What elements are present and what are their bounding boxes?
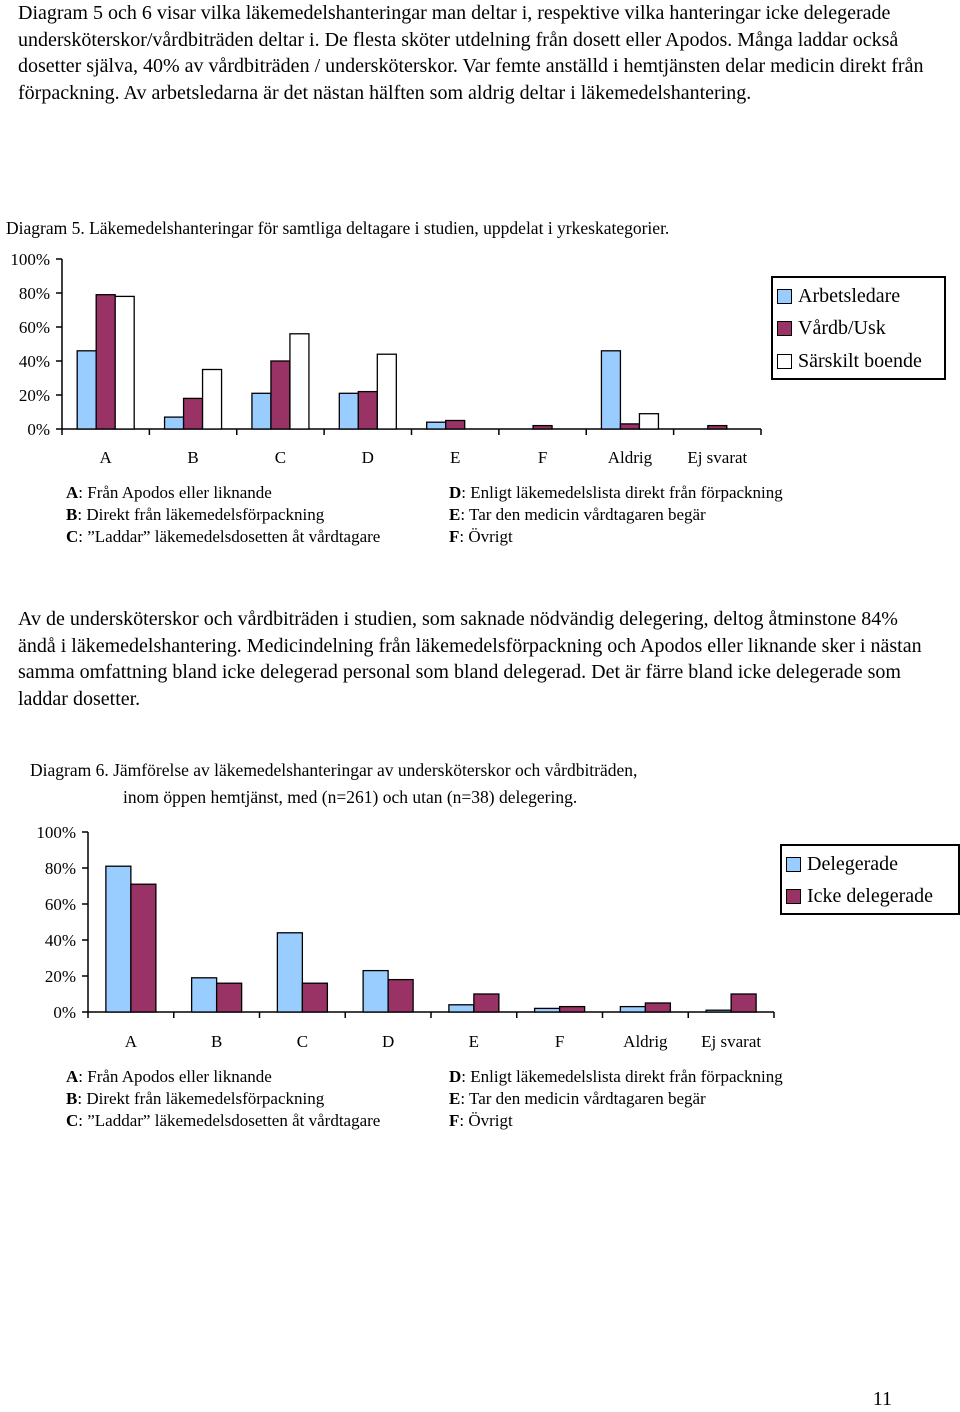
bar-v-rdb-usk-b xyxy=(184,398,203,429)
x-tick-label: Ej svarat xyxy=(687,448,748,467)
bar-arbetsledare-d xyxy=(339,393,358,429)
bar-icke-delegerade-d xyxy=(388,980,413,1012)
bar-v-rdb-usk-d xyxy=(358,392,377,429)
bar-v-rdb-usk-e xyxy=(446,421,465,430)
legend-label: Delegerade xyxy=(807,852,899,875)
legend-item-delegerade xyxy=(786,848,954,881)
legend-label: Vårdb/Usk xyxy=(798,317,886,340)
key-b xyxy=(66,504,380,526)
y-tick-label: 60% xyxy=(44,895,76,914)
key-f xyxy=(449,526,783,548)
y-tick-label: 0% xyxy=(27,420,50,439)
key-letter: B xyxy=(66,1089,78,1108)
bar-delegerade-aldrig xyxy=(620,1007,645,1012)
y-tick-label: 40% xyxy=(18,352,50,371)
diagram6-legend xyxy=(780,844,960,915)
key-letter: A xyxy=(66,483,79,502)
bar-delegerade-d xyxy=(363,971,388,1012)
x-tick-label: Aldrig xyxy=(607,448,653,467)
key-letter: E xyxy=(449,505,461,524)
bar-delegerade-ej-svarat xyxy=(706,1010,731,1012)
bar-s-rskilt-boende-b xyxy=(203,370,222,430)
bar-v-rdb-usk-ej-svarat xyxy=(708,426,727,429)
legend-item-icke-delegerade xyxy=(786,881,954,914)
key-text: : Från Apodos eller liknande xyxy=(78,483,272,502)
diagram5-keys-right xyxy=(449,482,783,548)
legend-label: Arbetsledare xyxy=(798,284,901,307)
legend-swatch xyxy=(786,857,801,872)
key-d xyxy=(449,482,783,504)
x-tick-label: D xyxy=(361,448,374,467)
y-tick-label: 80% xyxy=(44,859,76,878)
legend-item-vardb-usk xyxy=(777,313,940,346)
key-a xyxy=(66,1066,380,1088)
bar-s-rskilt-boende-a xyxy=(115,296,134,429)
bar-v-rdb-usk-c xyxy=(271,361,290,429)
bar-v-rdb-usk-f xyxy=(533,426,552,429)
x-tick-label: Aldrig xyxy=(623,1032,668,1051)
key-a xyxy=(66,482,380,504)
legend-label: Icke delegerade xyxy=(807,885,934,908)
middle-paragraph: Av de undersköterskor och vårdbiträden i studien, som saknade nödvändig delegering, deltog åtminstone 84% ändå i läkemedelshantering. Medicindelning från läkemedelsförpackning och Apodos eller liknande sker i nästan samma omfattning bland icke delegerad personal som bland delegerad. Det är färre bland icke delegerade som laddar dosetter. xyxy=(18,608,922,710)
key-text: : Övrigt xyxy=(459,527,513,546)
bar-s-rskilt-boende-c xyxy=(290,334,309,429)
key-text: : Tar den medicin vårdtagaren begär xyxy=(460,505,706,524)
bar-s-rskilt-boende-d xyxy=(377,354,396,429)
bar-delegerade-e xyxy=(449,1005,474,1012)
y-tick-label: 20% xyxy=(18,386,50,405)
key-e xyxy=(449,504,783,526)
diagram5-caption: Diagram 5. Läkemedelshanteringar för samtliga deltagare i studien, uppdelat i yrkeskategorier. xyxy=(6,218,670,238)
bar-v-rdb-usk-aldrig xyxy=(620,424,639,429)
key-d xyxy=(449,1066,783,1088)
intro-paragraph: Diagram 5 och 6 visar vilka läkemedelshanteringar man deltar i, respektive vilka hanteringar icke delegerade undersköterskor/vårdbiträden deltar i. De flesta sköter utdelning från dosett eller Apodos. Många laddar också dosetter själva, 40% av vårdbiträden / undersköterskor. Var femte anställd i hemtjänsten delar medicin direkt från förpackning. Av arbetsledarna är det nästan hälften som aldrig deltar i läkemedelshantering. xyxy=(18,2,924,104)
x-tick-label: B xyxy=(210,1032,223,1051)
legend-item-sarskilt-boende xyxy=(777,345,940,378)
bar-icke-delegerade-aldrig xyxy=(645,1003,670,1012)
bar-arbetsledare-e xyxy=(427,422,446,429)
x-tick-label: A xyxy=(124,1032,138,1051)
legend-swatch xyxy=(777,354,792,369)
diagram6-chart xyxy=(0,812,790,1062)
bar-delegerade-a xyxy=(106,866,131,1012)
bar-delegerade-f xyxy=(535,1008,560,1012)
x-tick-label: E xyxy=(449,448,461,467)
key-text: : Direkt från läkemedelsförpackning xyxy=(77,505,325,524)
y-tick-label: 100% xyxy=(36,823,76,842)
legend-swatch xyxy=(777,321,792,336)
key-text: : Enligt läkemedelslista direkt från förpackning xyxy=(461,1067,783,1086)
y-tick-label: 80% xyxy=(18,284,50,303)
bar-icke-delegerade-c xyxy=(302,983,327,1012)
x-tick-label: F xyxy=(554,1032,565,1051)
y-tick-label: 100% xyxy=(10,250,50,269)
key-text: : Enligt läkemedelslista direkt från förpackning xyxy=(461,483,783,502)
x-tick-label: D xyxy=(381,1032,395,1051)
bar-arbetsledare-a xyxy=(77,351,96,429)
key-c xyxy=(66,526,380,548)
y-tick-label: 20% xyxy=(44,967,76,986)
key-f xyxy=(449,1110,783,1132)
key-letter: B xyxy=(66,505,78,524)
diagram5-keys-left xyxy=(66,482,380,548)
legend-label: Särskilt boende xyxy=(798,349,922,372)
key-letter: D xyxy=(449,1067,462,1086)
y-tick-label: 40% xyxy=(44,931,76,950)
bar-icke-delegerade-f xyxy=(560,1007,585,1012)
key-b xyxy=(66,1088,380,1110)
key-text: : ”Laddar” läkemedelsdosetten åt vårdtagare xyxy=(78,1111,381,1130)
bar-arbetsledare-c xyxy=(252,393,271,429)
legend-swatch xyxy=(786,889,801,904)
legend-swatch xyxy=(777,289,792,304)
key-text: : ”Laddar” läkemedelsdosetten åt vårdtagare xyxy=(78,527,381,546)
bar-icke-delegerade-a xyxy=(131,884,156,1012)
key-e xyxy=(449,1088,783,1110)
x-tick-label: F xyxy=(537,448,548,467)
bar-v-rdb-usk-a xyxy=(96,295,115,429)
diagram5-chart xyxy=(0,240,780,480)
key-letter: A xyxy=(66,1067,79,1086)
key-letter: F xyxy=(449,1111,460,1130)
key-c xyxy=(66,1110,380,1132)
diagram5-legend xyxy=(771,276,946,380)
diagram6-keys-right xyxy=(449,1066,783,1132)
x-tick-label: Ej svarat xyxy=(701,1032,762,1051)
bar-icke-delegerade-ej-svarat xyxy=(731,994,756,1012)
x-tick-label: B xyxy=(187,448,199,467)
diagram6-caption-line1: Diagram 6. Jämförelse av läkemedelshanteringar av undersköterskor och vårdbiträden, xyxy=(30,760,638,780)
key-letter: D xyxy=(449,483,462,502)
key-text: : Tar den medicin vårdtagaren begär xyxy=(460,1089,706,1108)
y-tick-label: 60% xyxy=(18,318,50,337)
key-text: : Övrigt xyxy=(459,1111,513,1130)
diagram6-keys-left xyxy=(66,1066,380,1132)
x-tick-label: C xyxy=(274,448,287,467)
key-text: : Direkt från läkemedelsförpackning xyxy=(77,1089,325,1108)
key-text: : Från Apodos eller liknande xyxy=(78,1067,272,1086)
bar-icke-delegerade-e xyxy=(474,994,499,1012)
x-tick-label: C xyxy=(296,1032,309,1051)
bar-delegerade-c xyxy=(277,933,302,1012)
key-letter: C xyxy=(66,1111,79,1130)
key-letter: C xyxy=(66,527,79,546)
bar-delegerade-b xyxy=(192,978,217,1012)
bar-icke-delegerade-b xyxy=(217,983,242,1012)
bar-s-rskilt-boende-aldrig xyxy=(639,414,658,429)
y-tick-label: 0% xyxy=(53,1003,76,1022)
key-letter: E xyxy=(449,1089,461,1108)
key-letter: F xyxy=(449,527,460,546)
bar-arbetsledare-b xyxy=(165,417,184,429)
x-tick-label: A xyxy=(99,448,112,467)
x-tick-label: E xyxy=(468,1032,480,1051)
diagram6-caption-line2: inom öppen hemtjänst, med (n=261) och utan (n=38) delegering. xyxy=(123,787,578,807)
page-number: 11 xyxy=(872,1388,892,1410)
legend-item-arbetsledare xyxy=(777,280,940,313)
bar-arbetsledare-aldrig xyxy=(601,351,620,429)
